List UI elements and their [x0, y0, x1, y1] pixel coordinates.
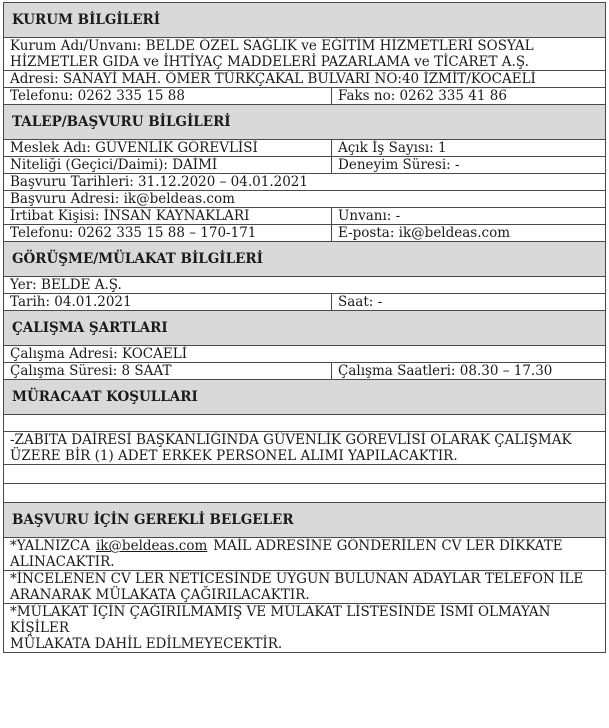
belge-3-line1: *MÜLAKAT İÇİN ÇAĞIRILMAMIŞ VE MÜLAKAT LİSTESİNDE İSMİ OLMAYAN KİŞİLER [10, 604, 551, 636]
gorusme-tarih: Tarih: 04.01.2021 [4, 294, 332, 311]
gorusme-yer: Yer: BELDE A.Ş. [4, 277, 606, 294]
kurum-fax: Faks no: 0262 335 41 86 [332, 88, 606, 105]
belge-1-suffix: MAİL ADRESİNE GÖNDERİLEN CV LER DİKKATE [213, 538, 563, 554]
talep-eposta: E-posta: ik@beldeas.com [332, 225, 606, 242]
talep-header: TALEP/BAŞVURU BİLGİLERİ [4, 105, 606, 140]
talep-telefon: Telefonu: 0262 335 15 88 – 170-171 [4, 225, 332, 242]
muracaat-spacer [4, 415, 606, 432]
muracaat-blank-row-2 [4, 484, 606, 503]
muracaat-header: MÜRACAAT KOŞULLARI [4, 380, 606, 415]
belge-2-line1: *İNCELENEN CV LER NETİCESİNDE UYGUN BULUNAN ADAYLAR TELEFON İLE [10, 571, 584, 587]
kurum-address: Adresi: SANAYİ MAH. ÖMER TÜRKÇAKAL BULVARI NO:40 İZMİT/KOCAELİ [4, 71, 606, 88]
calisma-saatler: Çalışma Saatleri: 08.30 – 17.30 [332, 363, 606, 380]
kurum-header: KURUM BİLGİLERİ [4, 3, 606, 38]
belge-2-line2: ARANARAK MÜLAKATA ÇAĞIRILACAKTIR. [10, 587, 310, 603]
email-link[interactable]: ik@beldeas.com [95, 538, 208, 554]
form-document [3, 2, 606, 653]
belge-1-prefix: *YALNIZCA [10, 538, 90, 554]
talep-basvuru-adresi: Başvuru Adresi: ik@beldeas.com [4, 191, 606, 208]
muracaat-line2: ÜZERE BİR (1) ADET ERKEK PERSONEL ALIMI YAPILACAKTIR. [10, 448, 458, 464]
muracaat-line1: -ZABITA DAİRESİ BAŞKANLIĞINDA GÜVENLİK GÖREVLİSİ OLARAK ÇALIŞMAK [10, 432, 572, 448]
gorusme-saat: Saat: - [332, 294, 606, 311]
kurum-name-line1: Kurum Adı/Unvanı: BELDE ÖZEL SAĞLIK ve EĞİTİM HİZMETLERİ SOSYAL [10, 38, 534, 54]
belge-item-3 [4, 604, 606, 653]
talep-meslek: Meslek Adı: GÜVENLİK GÖREVLİSİ [4, 140, 332, 157]
talep-basvuru-tarihleri: Başvuru Tarihleri: 31.12.2020 – 04.01.2021 [4, 174, 606, 191]
kurum-name-line2: HİZMETLER GIDA ve İHTİYAÇ MADDELERİ PAZARLAMA ve TİCARET A.Ş. [10, 54, 529, 70]
belge-item-1 [4, 538, 606, 571]
belge-item-2 [4, 571, 606, 604]
section-calisma [4, 311, 606, 346]
form-table [3, 2, 606, 653]
gorusme-header: GÖRÜŞME/MÜLAKAT BİLGİLERİ [4, 242, 606, 277]
belgeler-header: BAŞVURU İÇİN GEREKLİ BELGELER [4, 503, 606, 538]
calisma-header: ÇALIŞMA ŞARTLARI [4, 311, 606, 346]
talep-deneyim: Deneyim Süresi: - [332, 157, 606, 174]
section-muracaat [4, 380, 606, 415]
calisma-sure: Çalışma Süresi: 8 SAAT [4, 363, 332, 380]
section-belgeler [4, 503, 606, 538]
section-gorusme [4, 242, 606, 277]
section-kurum [4, 3, 606, 38]
talep-unvani: Unvanı: - [332, 208, 606, 225]
muracaat-text [4, 432, 606, 465]
calisma-adres: Çalışma Adresi: KOCAELİ [4, 346, 606, 363]
talep-niteligi: Niteliği (Geçici/Daimi): DAİMİ [4, 157, 332, 174]
talep-acik-is: Açık İş Sayısı: 1 [332, 140, 606, 157]
kurum-phone: Telefonu: 0262 335 15 88 [4, 88, 332, 105]
kurum-name [4, 38, 606, 71]
muracaat-blank-row-1 [4, 465, 606, 484]
section-talep [4, 105, 606, 140]
belge-3-line2: MÜLAKATA DAHİL EDİLMEYECEKTİR. [10, 636, 283, 652]
talep-irtibat: İrtibat Kişisi: İNSAN KAYNAKLARI [4, 208, 332, 225]
belge-1-line2: ALINACAKTIR. [10, 554, 115, 570]
